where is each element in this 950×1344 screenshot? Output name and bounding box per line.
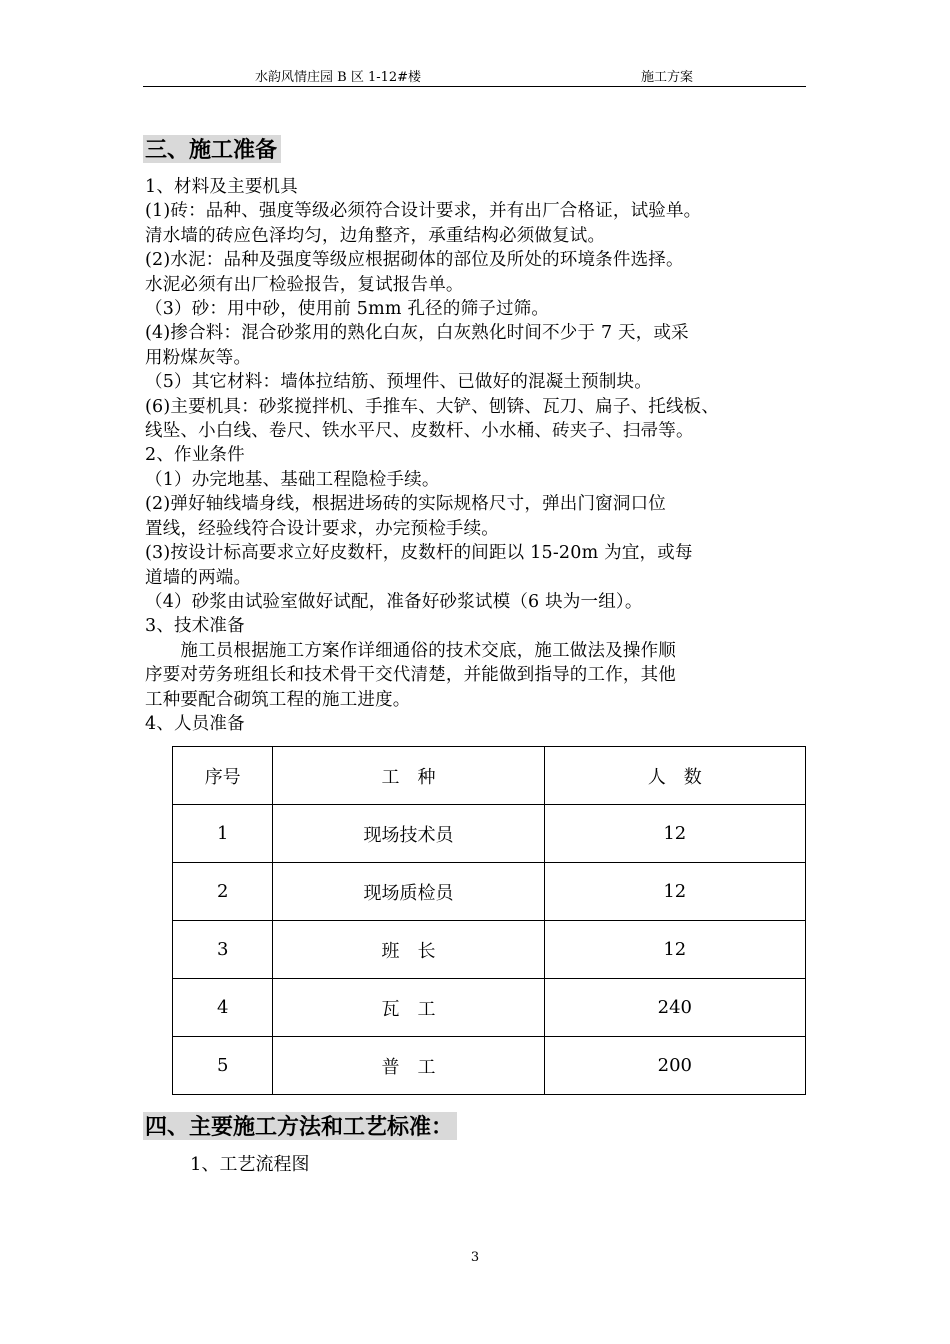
page-number: 3: [470, 1250, 480, 1265]
column-header: 人 数: [544, 747, 805, 805]
table-cell: 普 工: [273, 1037, 544, 1095]
body-line: （1）办完地基、基础工程隐检手续。: [145, 469, 440, 490]
body-line: 用粉煤灰等。: [145, 347, 252, 368]
column-header: 序号: [173, 747, 273, 805]
table-row: [173, 863, 806, 921]
body-line: 工种要配合砌筑工程的施工进度。: [145, 689, 411, 710]
body-line: （4）砂浆由试验室做好试配，准备好砂浆试模（6 块为一组）。: [145, 591, 643, 612]
section-4-title: 四、主要施工方法和工艺标准：: [143, 1112, 457, 1140]
table-cell: 现场质检员: [273, 863, 544, 921]
body-line: 1、材料及主要机具: [145, 177, 298, 197]
body-line: 施工员根据施工方案作详细通俗的技术交底，施工做法及操作顺: [145, 640, 676, 661]
table-cell: 4: [173, 979, 273, 1037]
body-line: (4)掺合料：混合砂浆用的熟化白灰，白灰熟化时间不少于 7 天，或采: [145, 323, 689, 344]
body-line: （5）其它材料：墙体拉结筋、预埋件、已做好的混凝土预制块。: [145, 372, 652, 393]
staff-table: [172, 746, 806, 1095]
column-header: 工 种: [273, 747, 544, 805]
table-cell: 现场技术员: [273, 805, 544, 863]
table-row: [173, 1037, 806, 1095]
table-cell: 12: [544, 863, 805, 921]
table-row: [173, 979, 806, 1037]
table-row: [173, 921, 806, 979]
table-row: [173, 805, 806, 863]
table-header-row: [173, 747, 806, 805]
body-line: 水泥必须有出厂检验报告，复试报告单。: [145, 274, 464, 295]
body-line: 2、作业条件: [145, 445, 245, 466]
table-cell: 5: [173, 1037, 273, 1095]
table-cell: 班 长: [273, 921, 544, 979]
table-cell: 3: [173, 921, 273, 979]
table-cell: 240: [544, 979, 805, 1037]
body-line: 4、人员准备: [145, 713, 245, 734]
document-type: 施工方案: [641, 70, 694, 85]
body-line: (3)按设计标高要求立好皮数杆，皮数杆的间距以 15-20m 为宜，或每: [145, 543, 693, 564]
body-line: 3、技术准备: [145, 616, 245, 637]
body-line: 线坠、小白线、卷尺、铁水平尺、皮数杆、小水桶、砖夹子、扫帚等。: [145, 421, 694, 442]
table-cell: 200: [544, 1037, 805, 1095]
body-line: 清水墙的砖应色泽均匀，边角整齐，承重结构必须做复试。: [145, 225, 606, 246]
body-line: (1)砖：品种、强度等级必须符合设计要求，并有出厂合格证，试验单。: [145, 201, 702, 222]
section-3-title: 三、施工准备: [143, 135, 281, 163]
body-line: （3）砂：用中砂，使用前 5mm 孔径的筛子过筛。: [145, 299, 550, 320]
table-cell: 瓦 工: [273, 979, 544, 1037]
table-cell: 2: [173, 863, 273, 921]
project-name: 水韵风情庄园 B 区 1-12#楼: [255, 70, 422, 85]
body-line: 道墙的两端。: [145, 567, 252, 588]
body-line: 序要对劳务班组长和技术骨干交代清楚，并能做到指导的工作，其他: [145, 665, 676, 686]
body-line: (2)弹好轴线墙身线，根据进场砖的实际规格尺寸，弹出门窗洞口位: [145, 494, 666, 515]
page-header: [143, 62, 806, 87]
body-line: (6)主要机具：砂浆搅拌机、手推车、大铲、刨锛、瓦刀、扁子、托线板、: [145, 396, 720, 417]
body-line: 置线，经验线符合设计要求，办完预检手续。: [145, 518, 499, 539]
body-line: (2)水泥：品种及强度等级应根据砌体的部位及所处的环境条件选择。: [145, 250, 684, 271]
section-4-subheading: 1、工艺流程图: [190, 1154, 310, 1175]
table-cell: 12: [544, 921, 805, 979]
table-cell: 12: [544, 805, 805, 863]
table-cell: 1: [173, 805, 273, 863]
section-3-body: [145, 175, 810, 736]
